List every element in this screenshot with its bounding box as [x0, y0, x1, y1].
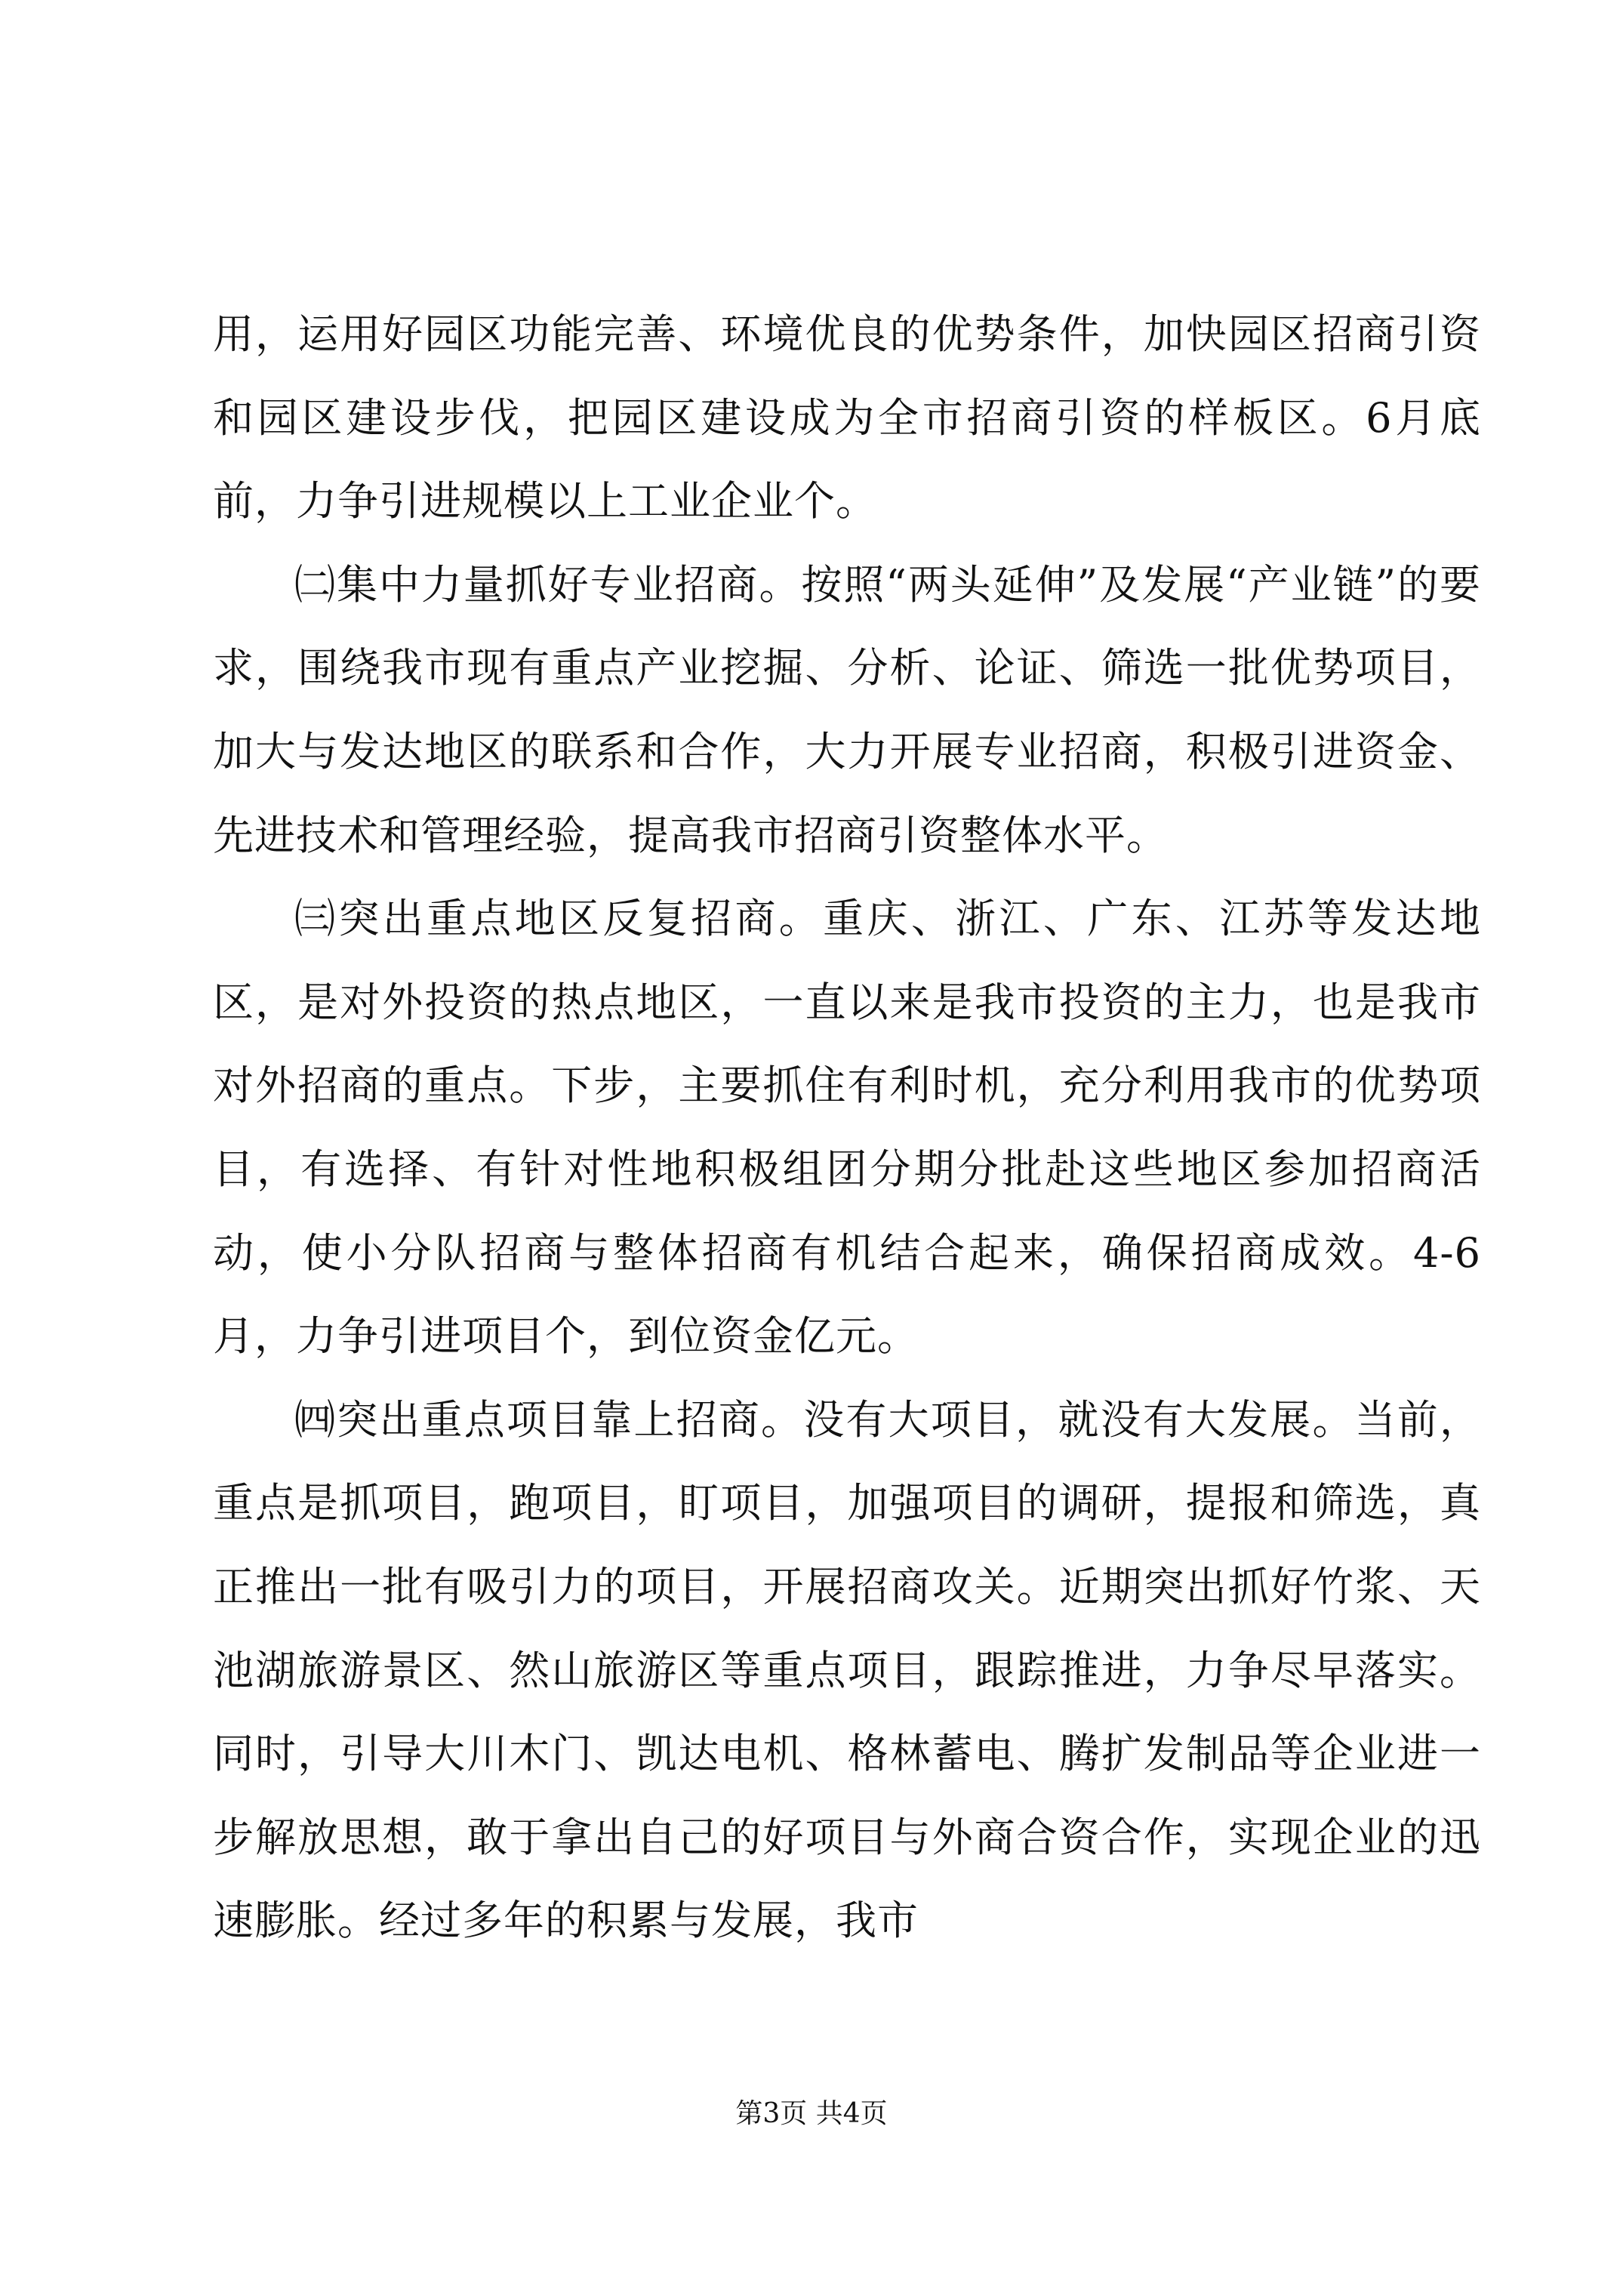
- paragraph-continuation: 用，运用好园区功能完善、环境优良的优势条件，加快园区招商引资和园区建设步伐，把园区建设成为全市招商引资的样板区。6月底前，力争引进规模以上工业企业个。: [213, 310, 1481, 525]
- paragraph-section-2: ㈡集中力量抓好专业招商。按照“两头延伸”及发展“产业链”的要求，围绕我市现有重点产业挖掘、分析、论证、筛选一批优势项目，加大与发达地区的联系和合作，大力开展专业招商，积极引进资金、先进技术和管理经验，提高我市招商引资整体水平。: [213, 560, 1481, 859]
- document-body: [213, 293, 1481, 1963]
- paragraph-section-4: ㈣突出重点项目靠上招商。没有大项目，就没有大发展。当前，重点是抓项目，跑项目，盯项目，加强项目的调研，提报和筛选，真正推出一批有吸引力的项目，开展招商攻关。近期突出抓好竹浆、天池湖旅游景区、然山旅游区等重点项目，跟踪推进，力争尽早落实。同时，引导大川木门、凯达电机、格林蓄电、腾扩发制品等企业进一步解放思想，敢于拿出自己的好项目与外商合资合作，实现企业的迅速膨胀。经过多年的积累与发展，我市: [213, 1395, 1481, 1945]
- page-footer: 第3页 共4页: [735, 2098, 888, 2129]
- paragraph-section-3: ㈢突出重点地区反复招商。重庆、浙江、广东、江苏等发达地区，是对外投资的热点地区，一直以来是我市投资的主力，也是我市对外招商的重点。下步，主要抓住有利时机，充分利用我市的优势项目，有选择、有针对性地积极组团分期分批赴这些地区参加招商活动，使小分队招商与整体招商有机结合起来，确保招商成效。4-6月，力争引进项目个，到位资金亿元。: [213, 895, 1481, 1361]
